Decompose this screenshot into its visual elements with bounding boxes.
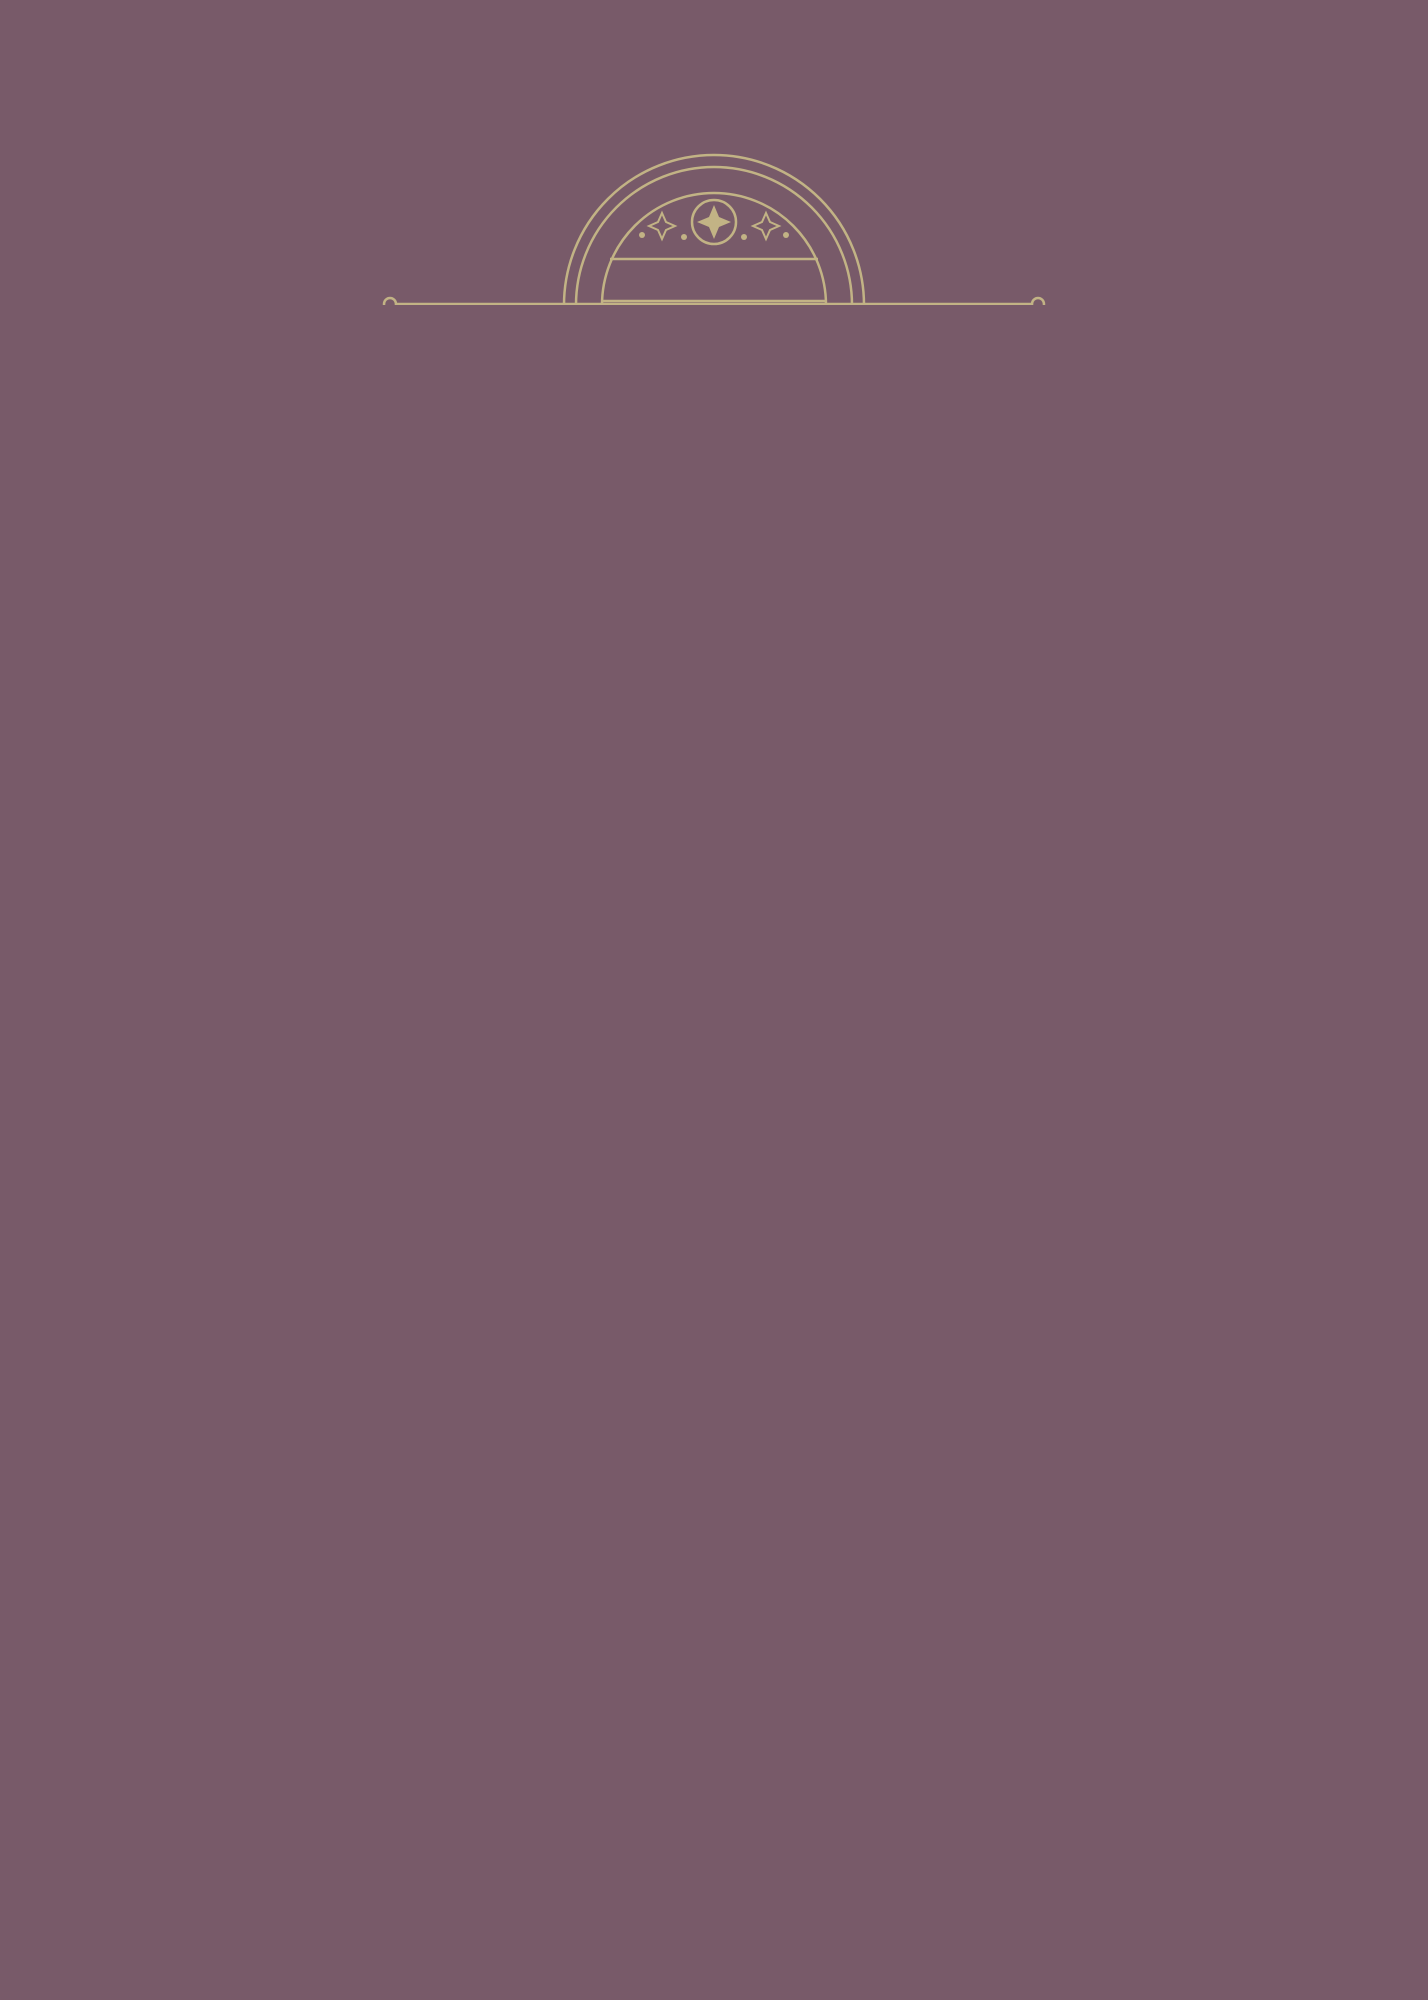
sunburst-ornament-top: [370, 35, 1058, 305]
sunburst-ornament-bottom: [370, 1700, 1058, 1970]
main-content: [78, 490, 1350, 625]
